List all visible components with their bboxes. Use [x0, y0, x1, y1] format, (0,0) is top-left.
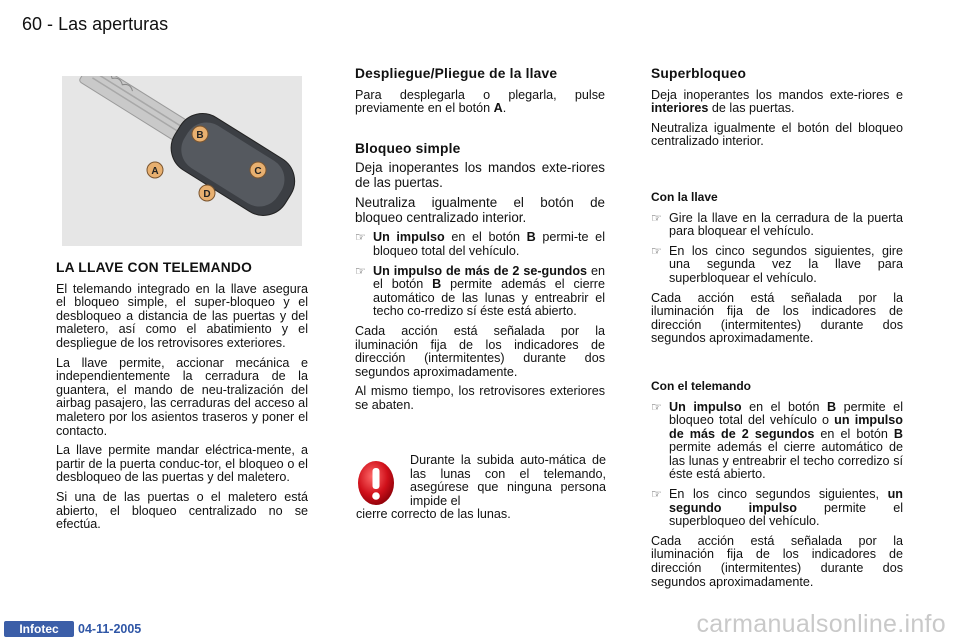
hand-pointer-icon: ☞: [651, 243, 662, 258]
hand-pointer-icon: ☞: [355, 263, 366, 278]
list-item: ☞ Gire la llave en la cerradura de la puerta para bloquear el vehículo.: [651, 210, 903, 239]
paragraph: Neutraliza igualmente el botón de bloqueo centralizado interior.: [355, 195, 605, 225]
svg-text:A: A: [151, 166, 159, 177]
list-item: ☞ Un impulso de más de 2 se-gundos en el botón B permite además el cierre automático de las lunas y entreabrir el techo co-rredizo sí éste está abierto.: [355, 263, 605, 319]
bullet-list: [651, 212, 903, 286]
subheading-with-remote: Con el telemando: [651, 378, 752, 393]
remote-key-illustration: [62, 76, 302, 246]
hand-pointer-icon: ☞: [651, 399, 662, 414]
warning-note: [356, 454, 606, 522]
paragraph: Cada acción está señalada por la iluminación fija de los indicadores de dirección (intermitentes) durante dos segundos aproximadamente.: [355, 323, 605, 379]
key-button-a: [147, 162, 163, 178]
paragraph: Para desplegarla o plegarla, pulse previamente en el botón A.: [355, 87, 605, 116]
paragraph: Al mismo tiempo, los retrovisores exteriores se abaten.: [355, 384, 605, 412]
list-item: ☞ En los cinco segundos siguientes, gire una segunda vez la llave para superbloquear el vehículo.: [651, 243, 903, 285]
warning-text-tail: cierre correcto de las lunas.: [356, 507, 511, 522]
watermark: carmanualsonline.info: [696, 610, 946, 638]
paragraph: Si una de las puertas o el maletero está abierto, el bloqueo centralizado no se efectúa.: [56, 489, 308, 532]
list-item: ☞ Un impulso en el botón B permite el bloqueo total del vehículo o un impulso de más de 2 segundos en el botón B permite además el cierre automático de las lunas y entreabrir el techo corredizo sí éste está abierto.: [651, 399, 904, 482]
column-superlock: [651, 67, 903, 595]
header-separator: -: [47, 14, 54, 34]
hand-pointer-icon: ☞: [651, 487, 662, 502]
section-title: Las aperturas: [58, 14, 169, 34]
paragraph: La llave permite, accionar mecánica e independientemente la cerradura de la guantera, el mando de neu-tralización del airbag pasajero, las cerraduras del acceso al maletero por los asientos traseros y poner el contacto.: [56, 355, 308, 438]
column-locking: [355, 67, 605, 419]
paragraph: El telemando integrado en la llave asegura el bloqueo simple, el super-bloqueo y el desbloqueo a distancia de las puertas y del maletero, así como el abatimiento y el despliegue de los retrovisores exteriores.: [56, 281, 308, 350]
bullet-list: [355, 231, 605, 319]
warning-text: Durante la subida auto-mática de las lunas con el telemando, asegúrese que ninguna persona impide el: [410, 453, 606, 508]
paragraph: Neutraliza igualmente el botón del bloqueo centralizado interior.: [651, 120, 903, 149]
svg-text:B: B: [196, 130, 204, 141]
subheading-with-key: Con la llave: [651, 189, 718, 204]
paragraph: La llave permite mandar eléctrica-mente, a partir de la puerta conduc-tor, el bloqueo o el desbloqueo de las puertas y del maletero.: [56, 443, 308, 485]
paragraph: Deja inoperantes los mandos exte-riores de las puertas.: [355, 160, 605, 190]
paragraph: Cada acción está señalada por la iluminación fija de los indicadores de dirección (intermitentes) durante dos segundos aproximadamente.: [651, 290, 903, 346]
section-heading-superlock: Superbloqueo: [651, 66, 747, 81]
page-header: [22, 14, 168, 35]
section-heading-simple-lock: Bloqueo simple: [355, 140, 461, 156]
paragraph: Deja inoperantes los mandos exte-riores e interiores de las puertas.: [651, 87, 903, 116]
section-heading-fold: Despliegue/Pliegue de la llave: [355, 66, 558, 81]
list-item: ☞ Un impulso en el botón B permi-te el bloqueo total del vehículo.: [355, 230, 605, 258]
section-heading-remote-key: LA LLAVE CON TELEMANDO: [56, 260, 253, 275]
paragraph: Cada acción está señalada por la iluminación fija de los indicadores de dirección (intermitentes) durante dos segundos aproximadamente.: [651, 533, 903, 589]
hand-pointer-icon: ☞: [355, 230, 366, 245]
svg-text:C: C: [254, 166, 262, 177]
remote-key-image: [62, 76, 302, 246]
footer-date: 04-11-2005: [78, 622, 142, 636]
infotec-logo: Infotec: [4, 621, 74, 637]
page-number: 60: [22, 14, 43, 34]
list-item: ☞ En los cinco segundos siguientes, un segundo impulso permite el superbloqueo del vehículo.: [651, 487, 904, 529]
hand-pointer-icon: ☞: [651, 210, 662, 225]
bullet-list: [651, 401, 903, 529]
key-button-c: [250, 162, 266, 178]
svg-text:D: D: [203, 189, 211, 200]
key-button-d: [199, 185, 215, 201]
column-remote-key: [56, 261, 308, 538]
key-button-b: [192, 126, 208, 142]
